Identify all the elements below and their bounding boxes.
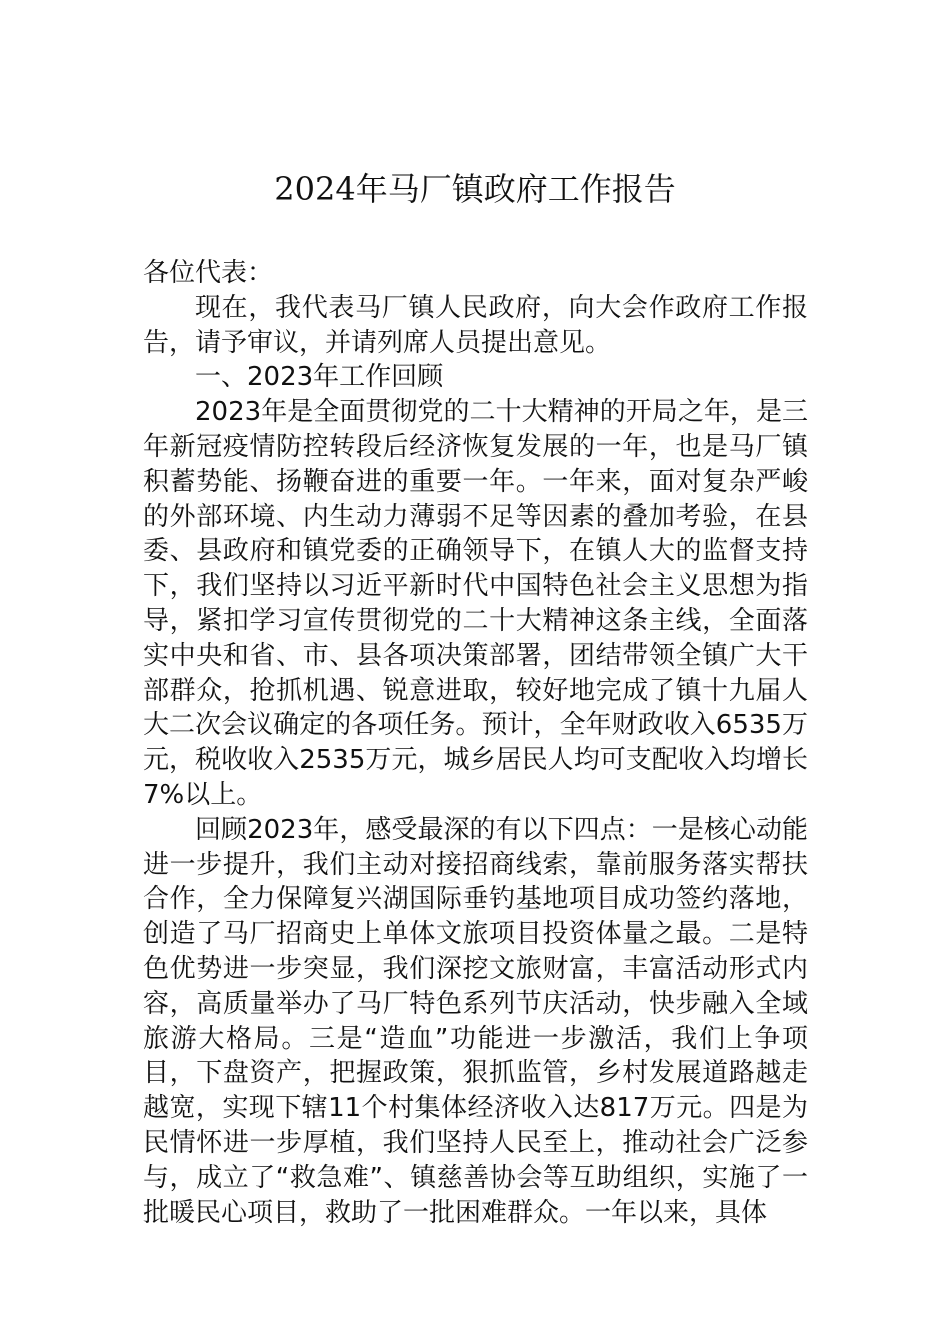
salutation: 各位代表： [143,258,274,288]
paragraph-overview: 2023年是全面贯彻党的二十大精神的开局之年，是三年新冠疫情防控转段后经济恢复发展的一年，也是马厂镇积蓄势能、扬鞭奋进的重要一年。一年来，面对复杂严峻的外部环境、内生动力薄弱不足等因素的叠加考验，在县委、县政府和镇党委的正确领导下，在镇人大的监督支持下，我们坚持以习近平新时代中国特色社会主义思想为指导，紧扣学习宣传贯彻党的二十大精神这条主线，全面落实中央和省、市、县各项决策部署，团结带领全镇广大干部群众，抢抓机遇、锐意进取，较好地完成了镇十九届人大二次会议确定的各项任务。预计，全年财政收入6535万元，税收收入2535万元，城乡居民人均可支配收入均增长7%以上。 [143,397,808,810]
paragraph-review: 回顾2023年，感受最深的有以下四点：一是核心动能进一步提升，我们主动对接招商线索，靠前服务落实帮扶合作，全力保障复兴湖国际垂钓基地项目成功签约落地，创造了马厂招商史上单体文旅项目投资体量之最。二是特色优势进一步突显，我们深挖文旅财富，丰富活动形式内容，高质量举办了马厂特色系列节庆活动，快步融入全域旅游大格局。三是“造血”功能进一步激活，我们上争项目，下盘资产，把握政策，狠抓监管，乡村发展道路越走越宽，实现下辖11个村集体经济收入达817万元。四是为民情怀进一步厚植，我们坚持人民至上，推动社会广泛参与，成立了“救急难”、镇慈善协会等互助组织，实施了一批暖民心项目，救助了一批困难群众。一年以来，具体 [143,814,808,1228]
document-title: 2024年马厂镇政府工作报告 [274,170,676,208]
paragraph-intro: 现在，我代表马厂镇人民政府，向大会作政府工作报告，请予审议，并请列席人员提出意见。 [143,292,808,358]
section-heading: 一、2023年工作回顾 [195,362,444,393]
document-body [143,256,808,1230]
